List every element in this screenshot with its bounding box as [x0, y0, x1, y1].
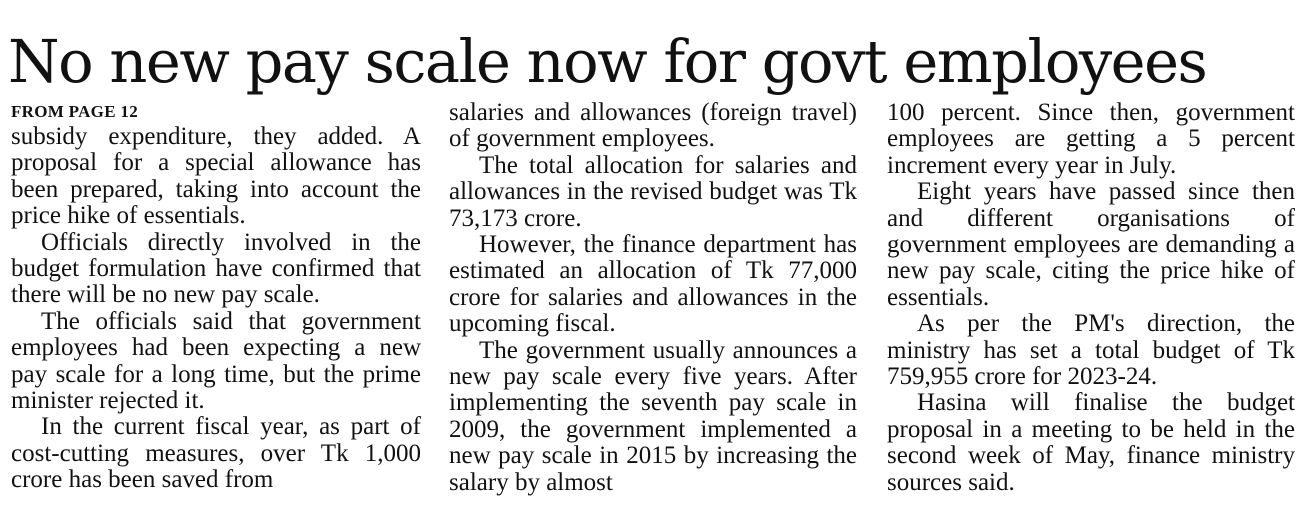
- paragraph: However, the finance department has estimated an allocation of Tk 77,000 crore for salaries and allowances in the upcoming fiscal.: [449, 231, 857, 338]
- article-column-1: [11, 100, 421, 504]
- continuation-kicker: FROM PAGE 12: [11, 102, 138, 121]
- article-column-2: [449, 100, 857, 504]
- paragraph: Hasina will finalise the budget proposal in a meeting to be held in the second week of May, finance ministry sources said.: [887, 389, 1295, 496]
- paragraph: The government usually announces a new pay scale every five years. After implementing the seventh pay scale in 2009, the government implemented a new pay scale in 2015 by increasing the salary by almost: [449, 336, 857, 496]
- paragraph: salaries and allowances (foreign travel) of government employees.: [449, 99, 857, 153]
- paragraph: In the current fiscal year, as part of cost-cutting measures, over Tk 1,000 crore has been saved from: [11, 413, 421, 494]
- paragraph: As per the PM's direction, the ministry has set a total budget of Tk 759,955 crore for 2023-24.: [887, 310, 1295, 391]
- paragraph: Officials directly involved in the budget formulation have confirmed that there will be no new pay scale.: [11, 228, 421, 309]
- paragraph: Eight years have passed since then and different organisations of government employees are demanding a new pay scale, citing the price hike of essentials.: [887, 178, 1295, 311]
- paragraph: subsidy expenditure, they added. A proposal for a special allowance has been prepared, taking into account the price hike of essentials.: [11, 123, 421, 230]
- headline: No new pay scale now for govt employees: [8, 27, 1207, 96]
- article-column-3: [887, 100, 1295, 504]
- paragraph: The total allocation for salaries and allowances in the revised budget was Tk 73,173 crore.: [449, 151, 857, 232]
- paragraph: The officials said that government employees had been expecting a new pay scale for a long time, but the prime minister rejected it.: [11, 307, 421, 415]
- paragraph: 100 percent. Since then, government employees are getting a 5 percent increment every year in July.: [887, 99, 1295, 179]
